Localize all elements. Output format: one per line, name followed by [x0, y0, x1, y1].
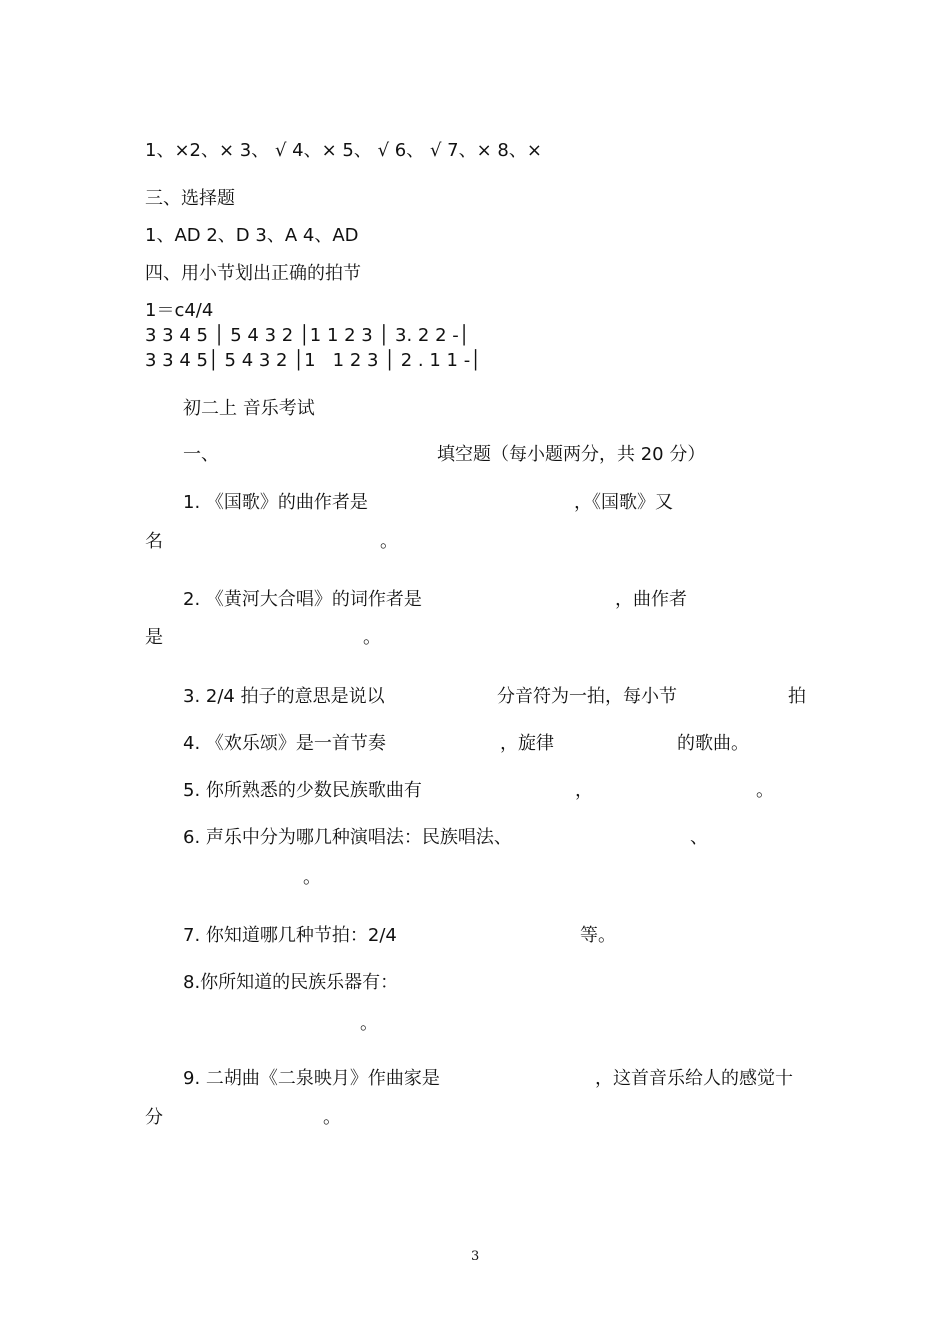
question-5-part-1: 5. 你所熟悉的少数民族歌曲有 [183, 780, 422, 801]
choice-answers: 1、AD 2、D 3、A 4、AD [145, 225, 359, 246]
question-5-part-3: 。 [756, 780, 774, 801]
question-9-part-3: 分 [145, 1107, 163, 1128]
bar-section-heading: 四、用小节划出正确的拍节 [145, 263, 361, 284]
key-signature: 1＝c4/4 [145, 300, 214, 321]
notation-line-1: 3 3 4 5 │ 5 4 3 2 │1 1 2 3 │ 3. 2 2 -│ [145, 325, 470, 346]
question-6-part-1: 6. 声乐中分为哪几种演唱法：民族唱法、 [183, 827, 512, 848]
question-2-part-1: 2. 《黄河大合唱》的词作者是 [183, 589, 422, 610]
page-number: 3 [471, 1249, 480, 1264]
question-6-part-3: 。 [303, 867, 321, 888]
question-1-part-3: 名 [145, 531, 163, 552]
question-9-part-2: ，这首音乐给人的感觉十 [595, 1068, 793, 1089]
choice-section-heading: 三、选择题 [145, 188, 235, 209]
question-7-part-2: 等。 [580, 925, 616, 946]
question-2-part-2: ，曲作者 [615, 589, 687, 610]
question-3-part-2: 分音符为一拍，每小节 [497, 686, 677, 707]
question-6-part-2: 、 [690, 827, 708, 848]
question-3-part-1: 3. 2/4 拍子的意思是说以 [183, 686, 385, 707]
question-7-part-1: 7. 你知道哪几种节拍：2/4 [183, 925, 397, 946]
question-2-part-4: 。 [363, 627, 381, 648]
question-5-part-2: ， [575, 780, 593, 801]
question-3-part-3: 拍 [788, 686, 806, 707]
question-8-part-1: 8.你所知道的民族乐器有： [183, 972, 399, 993]
question-8-part-2: 。 [360, 1013, 378, 1034]
question-4-part-1: 4. 《欢乐颂》是一首节奏 [183, 733, 386, 754]
section-title: 填空题（每小题两分，共 20 分） [437, 444, 706, 465]
question-9-part-1: 9. 二胡曲《二泉映月》作曲家是 [183, 1068, 440, 1089]
question-9-part-4: 。 [323, 1107, 341, 1128]
judgement-answers: 1、×2、× 3、 √ 4、× 5、 √ 6、 √ 7、× 8、× [145, 140, 542, 161]
question-2-part-3: 是 [145, 627, 163, 648]
notation-line-2: 3 3 4 5│ 5 4 3 2 │1 1 2 3 │ 2 . 1 1 -│ [145, 350, 482, 371]
question-1-part-2: ，《国歌》又 [574, 492, 673, 513]
question-4-part-2: ，旋律 [500, 733, 554, 754]
section-number: 一、 [183, 444, 219, 465]
question-1-part-4: 。 [380, 531, 398, 552]
question-1-part-1: 1. 《国歌》的曲作者是 [183, 492, 368, 513]
exam-title: 初二上 音乐考试 [183, 398, 315, 419]
question-4-part-3: 的歌曲。 [677, 733, 749, 754]
